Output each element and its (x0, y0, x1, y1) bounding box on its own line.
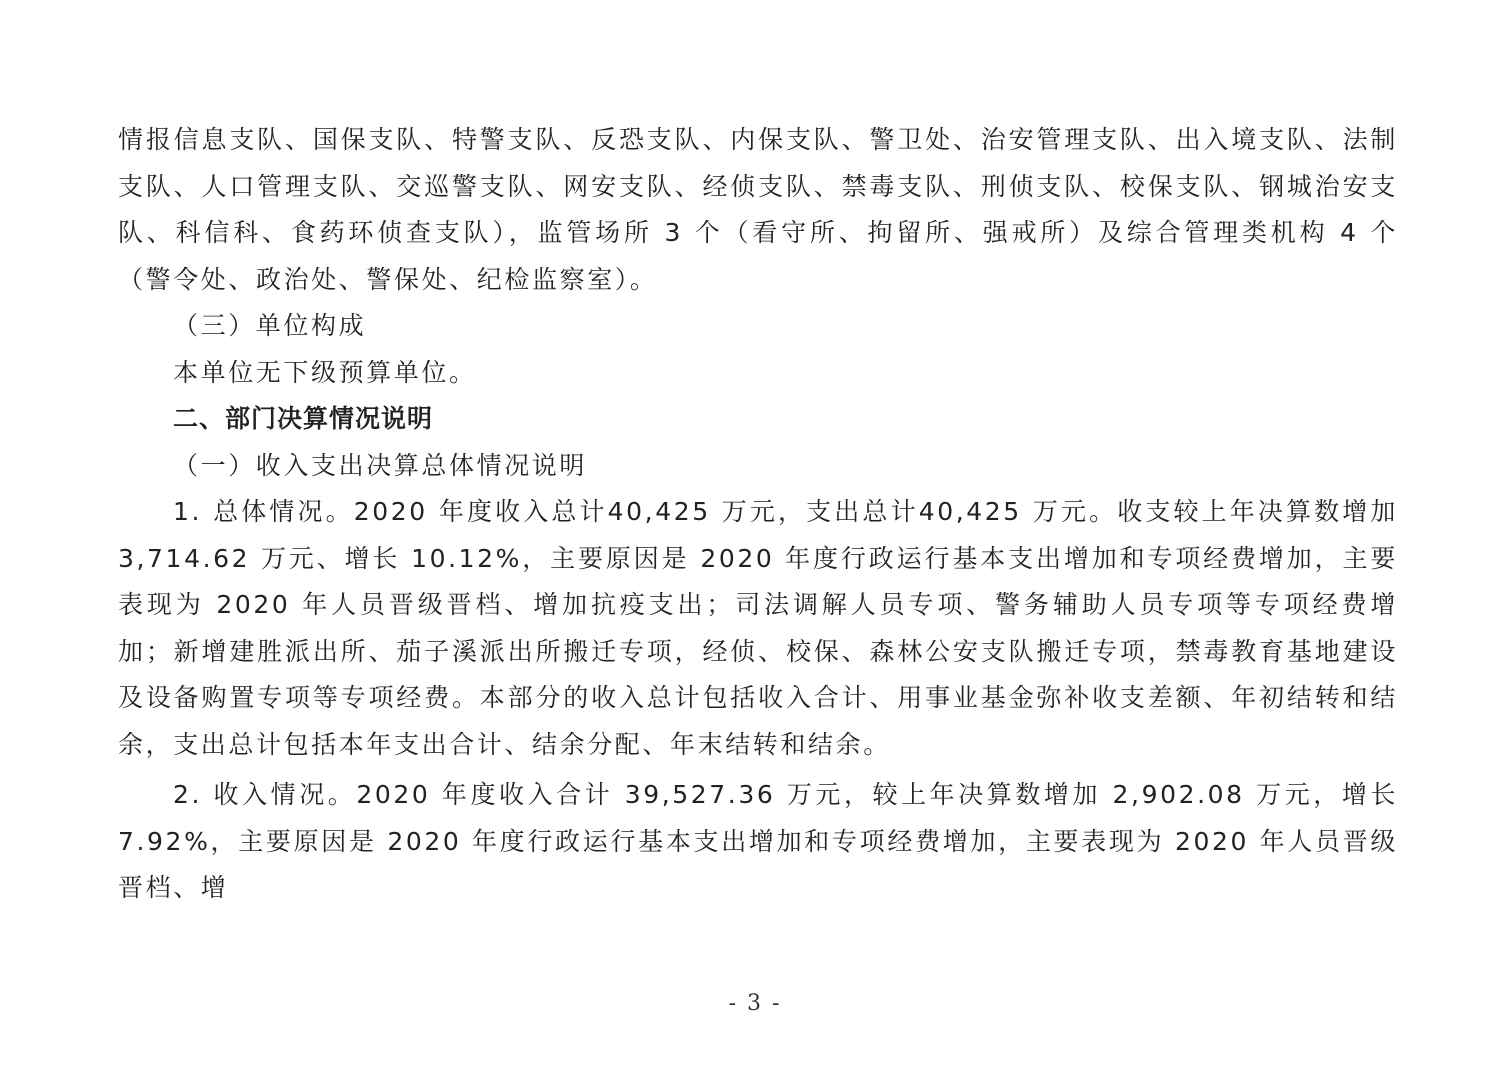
paragraph-unit-list: 情报信息支队、国保支队、特警支队、反恐支队、内保支队、警卫处、治安管理支队、出入境支队、法制支队、人口管理支队、交巡警支队、网安支队、经侦支队、禁毒支队、刑侦支队、校保支队、钢城治安支队、科信科、食药环侦查支队），监管场所 3 个（看守所、拘留所、强戒所）及综合管理类机构 4 个（警令处、政治处、警保处、纪检监察室）。 (118, 125, 1398, 294)
page-number: - 3 - (728, 991, 782, 1016)
paragraph-income-situation: 2. 收入情况。2020 年度收入合计 39,527.36 万元，较上年决算数增加 2,902.08 万元，增长 7.92%，主要原因是 2020 年度行政运行基本支出增加和专项经费增加，主要表现为 2020 年人员晋级晋档、增 (118, 780, 1398, 902)
document-body (118, 117, 1398, 912)
subheading-income-expenditure-overview: （一）收入支出决算总体情况说明 (173, 450, 588, 480)
paragraph-no-subordinate-units: 本单位无下级预算单位。 (173, 357, 477, 387)
section-heading-final-accounts: 二、部门决算情况说明 (173, 404, 434, 433)
subheading-unit-composition: （三）单位构成 (173, 311, 367, 340)
paragraph-overall-situation: 1. 总体情况。2020 年度收入总计40,425 万元，支出总计40,425 万元。收支较上年决算数增加3,714.62 万元、增长 10.12%，主要原因是 2020 年度行政运行基本支出增加和专项经费增加，主要表现为 2020 年人员晋级晋档、增加抗疫支出；司法调解人员专项、警务辅助人员专项等专项经费增加；新增建胜派出所、茄子溪派出所搬迁专项，经侦、校保、森林公安支队搬迁专项，禁毒教育基地建设及设备购置专项等专项经费。本部分的收入总计包括收入合计、用事业基金弥补收支差额、年初结转和结余，支出总计包括本年支出合计、结余分配、年末结转和结余。 (118, 497, 1398, 759)
